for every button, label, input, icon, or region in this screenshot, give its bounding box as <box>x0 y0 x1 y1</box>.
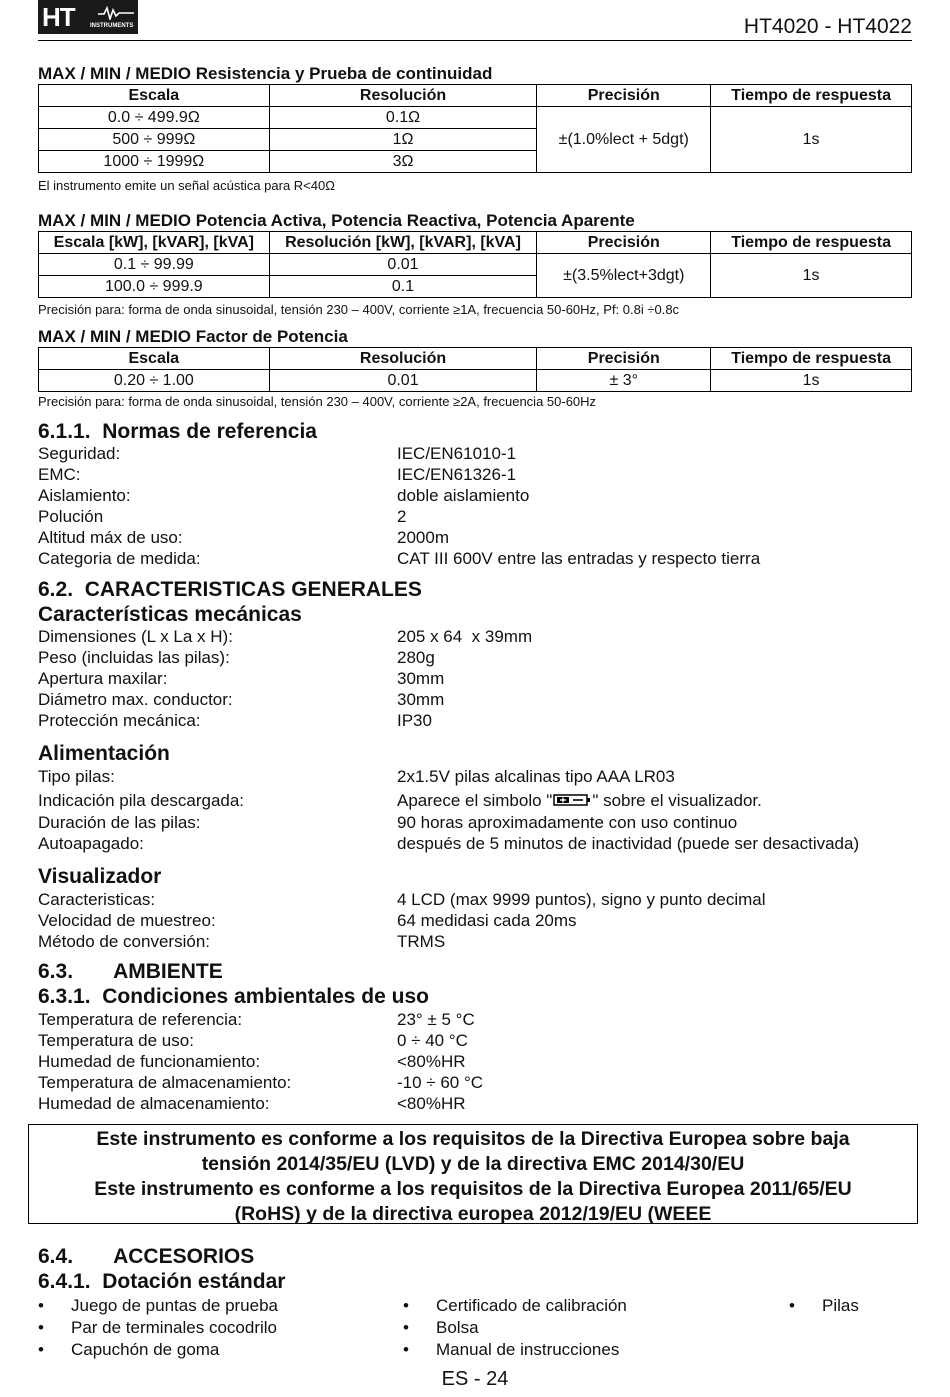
table-cell: 1s <box>711 370 912 392</box>
spec-label: Autoapagado: <box>38 834 144 853</box>
spec-value: <80%HR <box>397 1052 466 1071</box>
table-cell: 0.01 <box>269 370 537 392</box>
resistance-table <box>38 84 912 173</box>
spec-value: después de 5 minutos de inactividad (puede ser desactivada) <box>397 834 860 853</box>
spec-row <box>38 791 912 812</box>
spec-value: 0 ÷ 40 °C <box>397 1031 468 1050</box>
table-cell: 0.1Ω <box>269 107 537 129</box>
table-cell: 1s <box>711 254 912 298</box>
spec-value <box>397 791 762 812</box>
spec-value: 2000m <box>397 528 449 547</box>
mechanical-heading: Características mecánicas <box>38 603 302 626</box>
spec-value: IEC/EN61010-1 <box>397 444 517 463</box>
pf-note: Precisión para: forma de onda sinusoidal, tensión 230 – 400V, corriente ≥2A, frecuencia 50-60Hz <box>38 394 597 409</box>
spec-label: Diámetro max. conductor: <box>38 690 233 709</box>
table-header: Escala <box>39 348 270 370</box>
table-header-row <box>39 85 912 107</box>
table-cell: 500 ÷ 999Ω <box>39 129 270 151</box>
table-header: Resolución <box>269 85 537 107</box>
table-cell: ±(3.5%lect+3dgt) <box>537 254 711 298</box>
spec-value: 90 horas aproximadamente con uso continuo <box>397 813 738 832</box>
spec-value: 2 <box>397 507 407 526</box>
spec-row <box>38 932 912 953</box>
list-item-text: Bolsa <box>436 1318 479 1337</box>
table-cell: 0.1 <box>269 276 537 298</box>
spec-value: 4 LCD (max 9999 puntos), signo y punto decimal <box>397 890 766 909</box>
spec-label: Aislamiento: <box>38 486 131 505</box>
table-row <box>39 370 912 392</box>
spec-value: -10 ÷ 60 °C <box>397 1073 484 1092</box>
table-header: Resolución <box>269 348 537 370</box>
general-heading: 6.2. CARACTERISTICAS GENERALES <box>38 578 422 601</box>
table-header: Escala <box>39 85 270 107</box>
environment-subheading: 6.3.1. Condiciones ambientales de uso <box>38 985 429 1008</box>
spec-label: Temperatura de almacenamiento: <box>38 1073 292 1092</box>
table-cell: 1Ω <box>269 129 537 151</box>
spec-row <box>38 1031 912 1052</box>
spec-row <box>38 648 912 669</box>
header-title: HT4020 - HT4022 <box>743 15 912 38</box>
list-item-text: Par de terminales cocodrilo <box>71 1318 277 1337</box>
table-header: Precisión <box>537 85 711 107</box>
pf-title: MAX / MIN / MEDIO Factor de Potencia <box>38 327 348 346</box>
spec-label: Duración de las pilas: <box>38 813 201 832</box>
spec-value: 30mm <box>397 690 445 709</box>
directive-line: Este instrumento es conforme a los requisitos de la Directiva Europea 2011/65/EU <box>94 1178 852 1200</box>
spec-value: 205 x 64 x 39mm <box>397 627 533 646</box>
logo-subtext: INSTRUMENTS <box>90 23 134 29</box>
spec-label: Temperatura de referencia: <box>38 1010 243 1029</box>
accessories-subheading: 6.4.1. Dotación estándar <box>38 1270 286 1293</box>
directive-line: tensión 2014/35/EU (LVD) y de la directiva EMC 2014/30/EU <box>201 1153 745 1175</box>
spec-label: Protección mecánica: <box>38 711 201 730</box>
spec-label: Indicación pila descargada: <box>38 791 245 810</box>
table-cell: 0.01 <box>269 254 537 276</box>
table-cell: ±(1.0%lect + 5dgt) <box>537 107 711 173</box>
table-header-row <box>39 232 912 254</box>
spec-label: Método de conversión: <box>38 932 210 951</box>
spec-value-part: " sobre el visualizador. <box>592 791 762 810</box>
power-note: Precisión para: forma de onda sinusoidal, tensión 230 – 400V, corriente ≥1A, frecuencia 50-60Hz, Pf: 0.8i ÷0.8c <box>38 302 680 317</box>
list-item-text: Juego de puntas de prueba <box>71 1296 279 1315</box>
spec-value: <80%HR <box>397 1094 466 1113</box>
table-row <box>39 254 912 276</box>
spec-row <box>38 486 912 507</box>
pf-table <box>38 347 912 392</box>
battery-icon <box>553 792 591 812</box>
table-cell: 0.1 ÷ 99.99 <box>39 254 270 276</box>
spec-label: Humedad de funcionamiento: <box>38 1052 261 1071</box>
table-header: Precisión <box>537 232 711 254</box>
spec-value: 2x1.5V pilas alcalinas tipo AAA LR03 <box>397 767 675 786</box>
table-header: Escala [kW], [kVAR], [kVA] <box>39 232 270 254</box>
spec-value: CAT III 600V entre las entradas y respecto tierra <box>397 549 761 568</box>
spec-row <box>38 1094 912 1115</box>
page-number: ES - 24 <box>441 1368 509 1390</box>
table-header: Tiempo de respuesta <box>711 348 912 370</box>
spec-row <box>38 767 912 788</box>
spec-row <box>38 549 912 570</box>
power-table <box>38 231 912 298</box>
list-item-text: Pilas <box>822 1296 859 1315</box>
spec-row <box>38 834 912 855</box>
spec-row <box>38 669 912 690</box>
spec-row <box>38 911 912 932</box>
display-heading: Visualizador <box>38 865 162 888</box>
spec-value: 64 medidasi cada 20ms <box>397 911 577 930</box>
spec-label: Velocidad de muestreo: <box>38 911 216 930</box>
spec-row <box>38 890 912 911</box>
spec-value: 23° ± 5 °C <box>397 1010 475 1029</box>
table-cell: 100.0 ÷ 999.9 <box>39 276 270 298</box>
directive-line: (RoHS) y de la directiva europea 2012/19/EU (WEEE <box>234 1203 712 1225</box>
spec-value: TRMS <box>397 932 446 951</box>
table-header: Precisión <box>537 348 711 370</box>
ht-logo <box>38 0 138 34</box>
spec-label: Tipo pilas: <box>38 767 115 786</box>
table-header-row <box>39 348 912 370</box>
table-header: Tiempo de respuesta <box>711 232 912 254</box>
spec-row <box>38 507 912 528</box>
resistance-title: MAX / MIN / MEDIO Resistencia y Prueba de continuidad <box>38 64 493 83</box>
list-item-text: Manual de instrucciones <box>436 1340 620 1359</box>
spec-row <box>38 813 912 834</box>
table-cell: 1s <box>711 107 912 173</box>
spec-row <box>38 690 912 711</box>
logo-text: HT <box>42 2 75 32</box>
spec-label: Temperatura de uso: <box>38 1031 194 1050</box>
norms-heading: 6.1.1. Normas de referencia <box>38 420 317 443</box>
waveform-icon <box>98 6 134 20</box>
spec-value-part: Aparece el simbolo " <box>397 791 553 810</box>
spec-row <box>38 711 912 732</box>
spec-label: Polución <box>38 507 104 526</box>
spec-row <box>38 1010 912 1031</box>
header-rule <box>38 40 912 41</box>
spec-value: 30mm <box>397 669 445 688</box>
spec-label: Caracteristicas: <box>38 890 156 909</box>
spec-value: IP30 <box>397 711 432 730</box>
list-item-text: Certificado de calibración <box>436 1296 627 1315</box>
spec-value: 280g <box>397 648 435 667</box>
table-header: Tiempo de respuesta <box>711 85 912 107</box>
spec-label: Seguridad: <box>38 444 121 463</box>
spec-row <box>38 528 912 549</box>
spec-label: Dimensiones (L x La x H): <box>38 627 233 646</box>
power-title: MAX / MIN / MEDIO Potencia Activa, Potencia Reactiva, Potencia Aparente <box>38 211 635 230</box>
table-cell: ± 3° <box>537 370 711 392</box>
spec-label: Altitud máx de uso: <box>38 528 183 547</box>
table-cell: 3Ω <box>269 151 537 173</box>
spec-row <box>38 1073 912 1094</box>
power-supply-heading: Alimentación <box>38 742 170 765</box>
list-item-text: Capuchón de goma <box>71 1340 220 1359</box>
environment-heading: 6.3. AMBIENTE <box>38 960 223 983</box>
table-cell: 0.0 ÷ 499.9Ω <box>39 107 270 129</box>
table-row <box>39 107 912 129</box>
table-header: Resolución [kW], [kVAR], [kVA] <box>269 232 537 254</box>
spec-row <box>38 1052 912 1073</box>
spec-label: Categoria de medida: <box>38 549 201 568</box>
accessories-heading: 6.4. ACCESORIOS <box>38 1245 255 1268</box>
resistance-note: El instrumento emite un señal acústica para R<40Ω <box>38 178 335 193</box>
spec-row <box>38 465 912 486</box>
directive-box <box>28 1124 918 1224</box>
spec-label: EMC: <box>38 465 81 484</box>
spec-value: IEC/EN61326-1 <box>397 465 517 484</box>
spec-value: doble aislamiento <box>397 486 530 505</box>
spec-label: Apertura maxilar: <box>38 669 168 688</box>
spec-label: Humedad de almacenamiento: <box>38 1094 270 1113</box>
spec-row <box>38 627 912 648</box>
table-cell: 0.20 ÷ 1.00 <box>39 370 270 392</box>
table-cell: 1000 ÷ 1999Ω <box>39 151 270 173</box>
spec-label: Peso (incluidas las pilas): <box>38 648 230 667</box>
directive-line: Este instrumento es conforme a los requisitos de la Directiva Europea sobre baja <box>96 1128 850 1150</box>
spec-row <box>38 444 912 465</box>
